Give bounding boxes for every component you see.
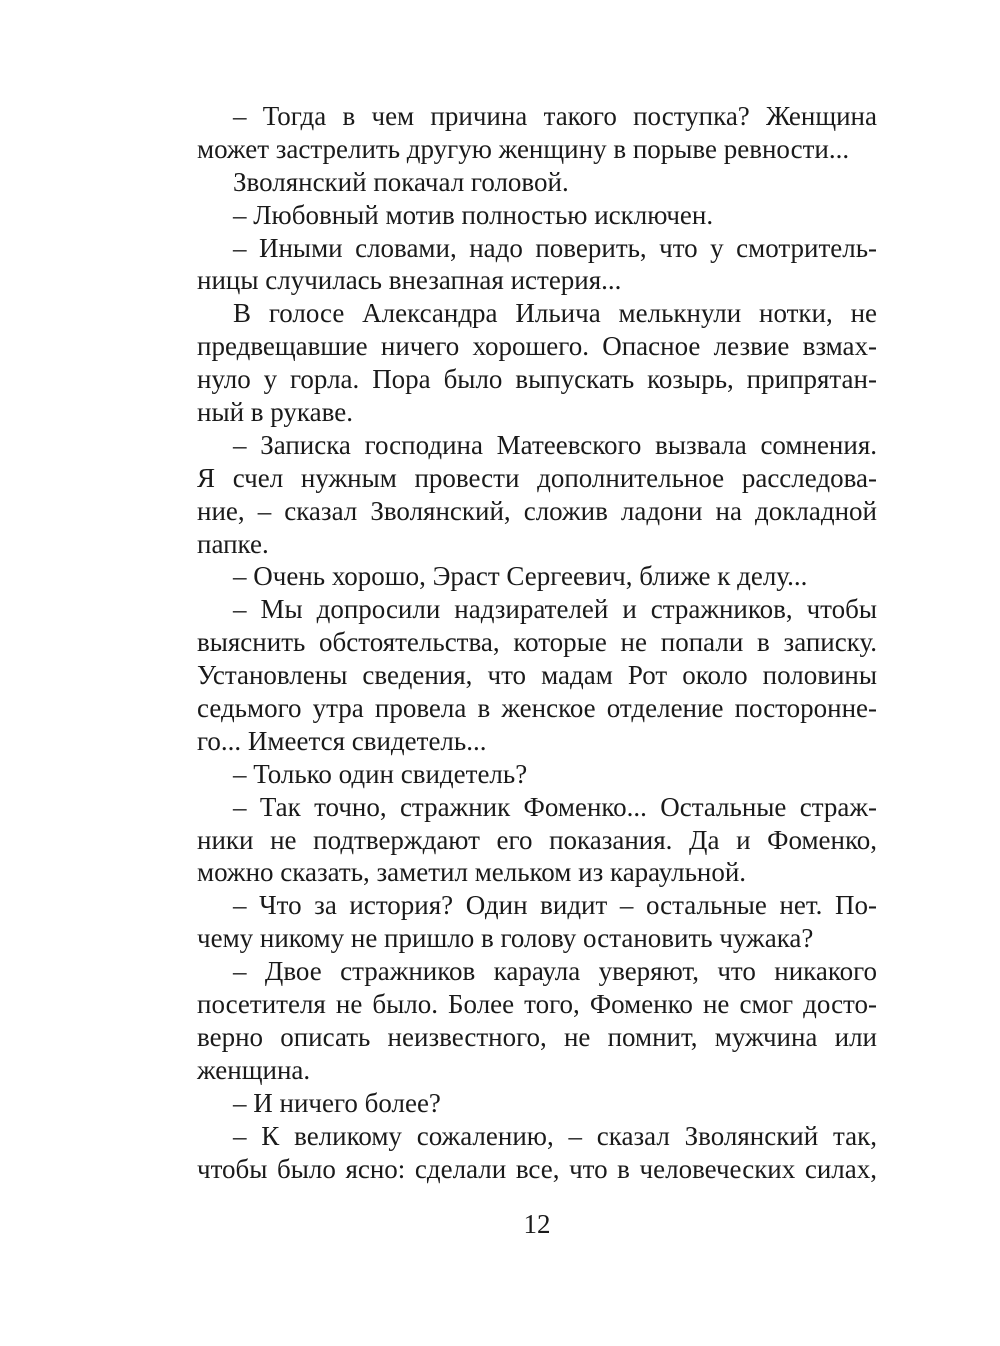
text-line: – Иными словами, надо поверить, что у смотритель- [233,232,877,263]
page-body [197,100,877,1185]
text-line: – Что за история? Один видит – остальные нет. По- [233,890,877,921]
text-line: – Так точно, стражник Фоменко... Остальные страж- [233,791,877,822]
text-line: Я счел нужным провести дополнительное расследова- [197,462,877,493]
text-line: го... Имеется свидетель... [197,725,487,756]
text-line: – Очень хорошо, Эраст Сергеевич, ближе к делу... [233,561,808,592]
text-line: ницы случилась внезапная истерия... [197,265,622,296]
text-line: нуло у горла. Пора было выпускать козырь, припрятан- [197,364,877,395]
text-line: женщина. [197,1054,311,1085]
text-line: верно описать неизвестного, не помнит, мужчина или [197,1021,877,1052]
text-line: предвещавшие ничего хорошего. Опасное лезвие взмах- [197,331,877,362]
text-line: седьмого утра провела в женское отделение посторонне- [197,693,877,724]
text-line: – Двое стражников караула уверяют, что никакого [233,956,877,987]
text-line: – Записка господина Матеевского вызвала сомнения. [233,429,877,460]
text-line: чему никому не пришло в голову остановить чужака? [197,923,814,954]
text-line: В голосе Александра Ильича мелькнули нотки, не [233,298,877,329]
text-line: выяснить обстоятельства, которые не попали в записку. [197,627,877,658]
text-line: чтобы было ясно: сделали все, что в человеческих силах, [197,1153,877,1184]
text-line: можно сказать, заметил мельком из караульной. [197,857,747,888]
text-line: ный в рукаве. [197,397,353,428]
text-line: ние, – сказал Зволянский, сложив ладони на докладной [197,495,877,526]
text-line: – К великому сожалению, – сказал Зволянский так, [233,1120,877,1151]
page-number: 12 [523,1209,551,1239]
text-line: – Только один свидетель? [233,758,528,789]
text-line: – И ничего более? [233,1087,441,1118]
text-line: Зволянский покачал головой. [233,166,569,197]
text-line: ники не подтверждают его показания. Да и Фоменко, [197,824,877,855]
text-line: – Любовный мотив полностью исключен. [233,199,714,230]
text-line: – Тогда в чем причина такого поступка? Женщина [233,101,877,131]
text-line: папке. [197,528,269,559]
text-line: посетителя не было. Более того, Фоменко не смог досто- [197,989,877,1020]
text-line: может застрелить другую женщину в порыве ревности... [197,133,850,164]
text-line: Установлены сведения, что мадам Рот около половины [197,660,877,691]
text-line: – Мы допросили надзирателей и стражников, чтобы [233,594,877,625]
